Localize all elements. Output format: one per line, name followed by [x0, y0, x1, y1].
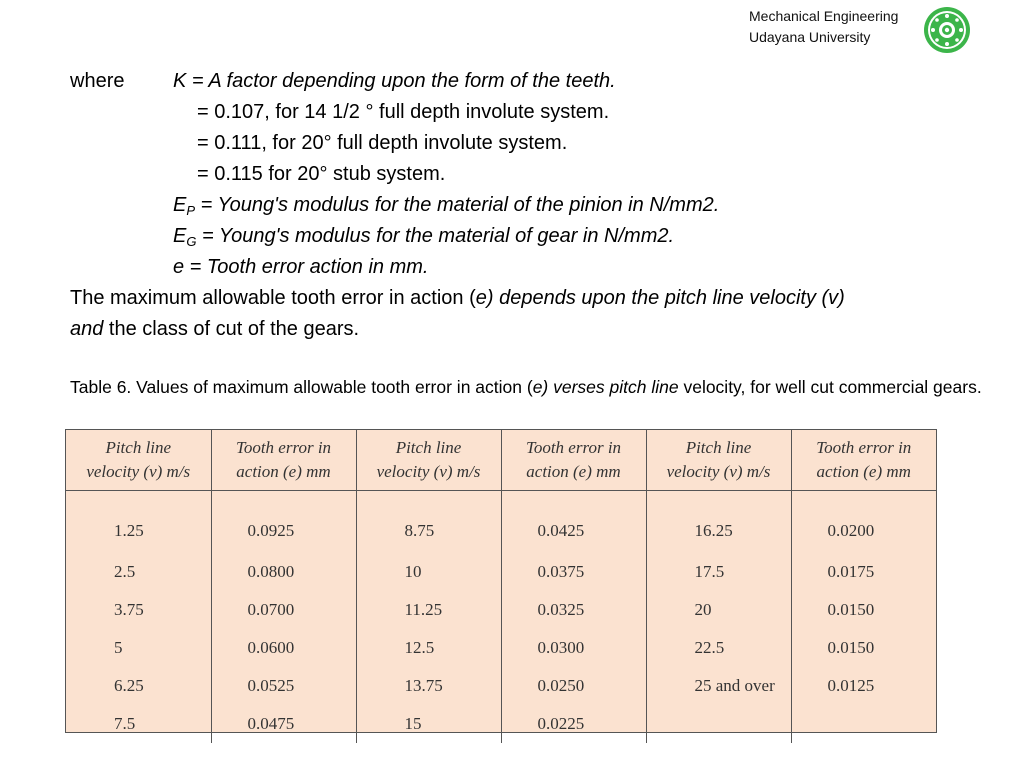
header-line: action (e) mm [526, 462, 621, 481]
tooth-error-cell: 0.0475 [211, 705, 356, 743]
tooth-error-cell [791, 705, 936, 743]
tooth-error-cell: 0.0200 [827, 521, 875, 540]
tooth-error-cell: 0.0300 [501, 629, 646, 667]
where-label: where [70, 70, 125, 92]
table-header-row [66, 430, 936, 491]
header-line: Pitch line [395, 438, 462, 457]
definitions-section [70, 66, 1000, 345]
table-caption: Table 6. Values of maximum allowable tooth error in action (e) verses pitch line velocity, for well cut commercial gears. [70, 377, 982, 397]
tooth-error-cell: 0.0375 [501, 553, 646, 591]
header-line: Pitch line [105, 438, 172, 457]
k-value-row [70, 159, 1000, 190]
pitch-velocity-cell: 1.25 [66, 491, 211, 554]
tooth-error-cell: 0.0600 [211, 629, 356, 667]
pitch-velocity-cell: 8.75 [356, 491, 501, 554]
tooth-error-cell: 0.0250 [501, 667, 646, 705]
table-row [66, 591, 936, 629]
k-value-20-full: = 0.111, for 20° full depth involute system. [197, 132, 568, 154]
pitch-velocity-cell: 15 [356, 705, 501, 743]
pitch-velocity-cell: 13.75 [356, 667, 501, 705]
tooth-error-cell: 0.0325 [501, 591, 646, 629]
e-definition-row [70, 252, 1000, 283]
pitch-velocity-header [66, 430, 211, 491]
university-name: Udayana University [749, 29, 871, 45]
k-value-row [70, 128, 1000, 159]
pitch-velocity-cell: 12.5 [356, 629, 501, 667]
pitch-velocity-cell: 17.5 [646, 553, 791, 591]
table-row [66, 667, 936, 705]
tooth-error-cell: 0.0125 [827, 676, 875, 695]
tooth-error-cell: 0.0225 [501, 705, 646, 743]
ep-definition-row [70, 190, 1000, 221]
pitch-velocity-cell: 25 and over [646, 667, 791, 705]
tooth-error-cell: 0.0800 [211, 553, 356, 591]
ep-definition: $E_P$ = Young's modulus for the material of the pinion in N/mm2. [173, 194, 720, 218]
header-line: Tooth error in [235, 438, 332, 457]
university-seal-logo [922, 5, 972, 55]
pitch-velocity-header [646, 430, 791, 491]
table-row [66, 629, 936, 667]
tooth-error-paragraph: The maximum allowable tooth error in action (e) depends upon the pitch line velocity (v) and the class of cut of the gears. [70, 287, 845, 340]
header-line: Tooth error in [816, 438, 912, 457]
eg-definition-row [70, 221, 1000, 252]
pitch-velocity-cell [646, 705, 791, 743]
tooth-error-cell: 0.0150 [827, 600, 875, 619]
tooth-error-header [501, 430, 646, 491]
header-line: action (e) mm [236, 462, 331, 481]
pitch-velocity-cell: 16.25 [646, 491, 791, 554]
pitch-velocity-cell: 2.5 [66, 553, 211, 591]
k-value-row [70, 97, 1000, 128]
tooth-error-cell: 0.0700 [211, 591, 356, 629]
tooth-error-header [211, 430, 356, 491]
k-value-20-stub: = 0.115 for 20° stub system. [197, 163, 446, 185]
pitch-velocity-cell: 22.5 [646, 629, 791, 667]
pitch-velocity-cell: 6.25 [66, 667, 211, 705]
pitch-velocity-cell: 7.5 [66, 705, 211, 743]
header-line: action (e) mm [816, 462, 911, 481]
k-definition: K = A factor depending upon the form of the teeth. [173, 70, 616, 92]
tooth-error-cell: 0.0175 [827, 562, 875, 581]
header-line: Tooth error in [525, 438, 622, 457]
pitch-velocity-cell: 3.75 [66, 591, 211, 629]
k-value-14-5: = 0.107, for 14 1/2 ° full depth involute system. [197, 101, 610, 123]
pitch-velocity-cell: 10 [356, 553, 501, 591]
pitch-velocity-cell: 20 [646, 591, 791, 629]
header-line: velocity (v) m/s [86, 462, 191, 481]
eg-definition: $E_G$ = Young's modulus for the material of gear in N/mm2. [173, 225, 675, 249]
pitch-velocity-cell: 5 [66, 629, 211, 667]
tooth-error-header [791, 430, 936, 491]
pitch-velocity-cell: 11.25 [356, 591, 501, 629]
k-definition-row [70, 66, 1000, 97]
pitch-velocity-header [356, 430, 501, 491]
institution-header [749, 6, 898, 48]
e-definition: e = Tooth error action in mm. [173, 256, 429, 278]
table-row [66, 553, 936, 591]
header-line: velocity (v) m/s [666, 462, 771, 481]
tooth-error-cell: 0.0925 [211, 491, 356, 554]
tooth-error-table [65, 429, 937, 733]
header-line: Pitch line [685, 438, 752, 457]
department-name: Mechanical Engineering [749, 8, 899, 24]
tooth-error-cell: 0.0425 [501, 491, 646, 554]
tooth-error-cell: 0.0525 [211, 667, 356, 705]
tooth-error-cell: 0.0150 [827, 638, 875, 657]
tooth-error-table-grid [66, 430, 936, 743]
header-line: velocity (v) m/s [376, 462, 481, 481]
table-row [66, 705, 936, 743]
table-row [66, 491, 936, 554]
